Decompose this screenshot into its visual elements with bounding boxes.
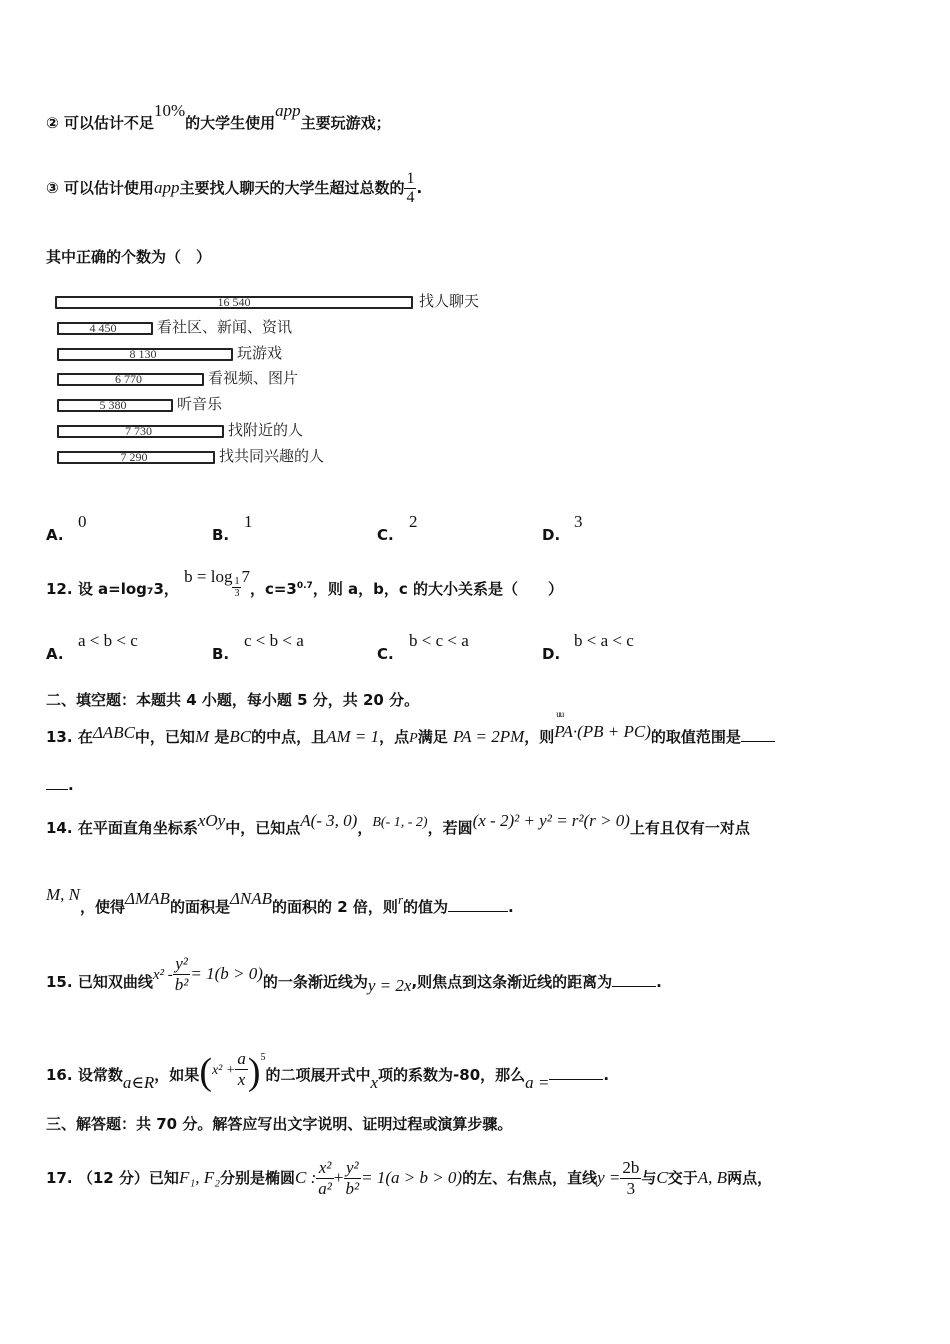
statement-2-prefix: ② 可以估计不足	[46, 114, 154, 132]
option-letter[interactable]: C.	[377, 526, 394, 544]
percent-value: 10%	[153, 101, 186, 120]
bar-value-label: 6 770	[115, 372, 142, 387]
question-16: 16. 设常数a∈R，如果(x² + $\frac{a}{x}$ )$^5$的二项展开式中x项的系数为-80，那么a = .	[46, 1049, 610, 1093]
app-term: app	[275, 101, 301, 120]
bar-category-label: 找共同兴趣的人	[219, 446, 325, 465]
vector-expression: uu PA·(PB + PC)	[554, 722, 651, 741]
bar-category-label: 找人聊天	[419, 292, 480, 310]
option-letter[interactable]: D.	[542, 526, 561, 544]
q16-answer-blank[interactable]	[549, 1065, 603, 1080]
section-2-heading: 二、填空题：本题共 4 小题，每小题 5 分，共 20 分。	[46, 691, 420, 709]
option-value[interactable]: 0	[78, 512, 87, 531]
bar-category-label: 听音乐	[177, 395, 223, 414]
q12-b-def: b = log $\frac{1}{3}$ 7	[184, 567, 250, 599]
question-14-cont: M, N，使得ΔMAB的面积是ΔNAB的面积的 2 倍，则r的值为 .	[46, 885, 514, 916]
bar-category-label: 看社区、新闻、资讯	[157, 317, 293, 336]
bar-value-label: 7 730	[125, 424, 152, 438]
question-prompt: 其中正确的个数为（ ）	[46, 248, 212, 266]
q13-continuation: .	[46, 775, 74, 794]
question-17: 17. （12 分）已知F₁, F₂分别是椭圆C : $\frac{\text{x²}}{\text{a²}}$ + $\frac{\text{y²}}{\text{b²}}$ = 1(a > b > 0)的左、右焦点，直线y = $\frac{2b}{3}$ 与C交于A, B两点，	[46, 1158, 773, 1198]
bar-category-label: 找附近的人	[228, 421, 304, 439]
statement-2	[46, 101, 391, 133]
q13-answer-blank[interactable]	[741, 727, 775, 742]
question-12: 12. 设 a=log₇3， b = log $\frac{1}{3}$ 7，$c=3^{0.7}$，则 a，b，c 的大小关系是（ ）	[46, 567, 564, 599]
option-letter[interactable]: A.	[46, 526, 64, 544]
bar-value-label: 16 540	[217, 295, 251, 309]
q14-answer-blank[interactable]	[448, 897, 508, 912]
statement-3: ③ 可以估计使用app主要找人聊天的大学生超过总数的 $\frac{1}{4}$ .	[46, 170, 423, 206]
question-15: 15. 已知双曲线x² - $\frac{\text{y²}}{\text{b²}}$ = 1(b > 0)的一条渐近线为y = 2x,则焦点到这条渐近线的距离为 .	[46, 954, 662, 995]
bar-value-label: 8 130	[129, 346, 157, 361]
statement-3-prefix: ③ 可以估计使用	[46, 179, 154, 197]
bar-value-label: 4 450	[89, 320, 117, 335]
option-value[interactable]: 3	[574, 512, 583, 531]
usage-bar-chart	[55, 292, 515, 482]
question-14: 14. 在平面直角坐标系xOy中，已知点A(- 3, 0)，B(- 1, - 2)，若圆(x - 2)² + y² = r²(r > 0)上有且仅有一对点	[46, 811, 750, 837]
q12-a-def: 设 a=log₇3，	[77, 580, 179, 598]
option-value[interactable]: b < a < c	[574, 631, 634, 650]
bar-value-label: 7 290	[120, 449, 148, 464]
option-value[interactable]: c < b < a	[244, 631, 304, 650]
option-letter[interactable]: B.	[212, 526, 230, 544]
option-letter[interactable]: A.	[46, 645, 64, 663]
option-value[interactable]: a < b < c	[78, 631, 138, 650]
question-13: 13. 在ΔABC中，已知M 是BC的中点，且AM = 1，点P满足 PA = 2PM，则uu PA·(PB + PC)的取值范围是	[46, 726, 775, 747]
bar-category-label: 看视频、图片	[208, 369, 299, 388]
fraction-one-quarter: $\frac{1}{4}$	[406, 170, 415, 206]
bar-value-label: 5 380	[99, 398, 127, 413]
option-value[interactable]: 2	[409, 512, 418, 531]
statement-2-mid: 的大学生使用	[185, 114, 276, 132]
option-letter[interactable]: C.	[377, 645, 394, 663]
q12-c-def: ，c=3	[249, 580, 297, 598]
section-3-heading: 三、解答题：共 70 分。解答应写出文字说明、证明过程或演算步骤。	[46, 1115, 513, 1133]
app-term: app	[153, 178, 180, 197]
statement-2-suffix: 主要玩游戏；	[300, 114, 391, 132]
option-value[interactable]: 1	[244, 512, 253, 531]
option-letter[interactable]: B.	[212, 645, 230, 663]
option-letter[interactable]: D.	[542, 645, 561, 663]
statement-3-mid: 主要找人聊天的大学生超过总数的	[179, 179, 405, 197]
bar-category-label: 玩游戏	[237, 343, 283, 362]
q15-answer-blank[interactable]	[612, 972, 656, 987]
option-value[interactable]: b < c < a	[409, 631, 469, 650]
